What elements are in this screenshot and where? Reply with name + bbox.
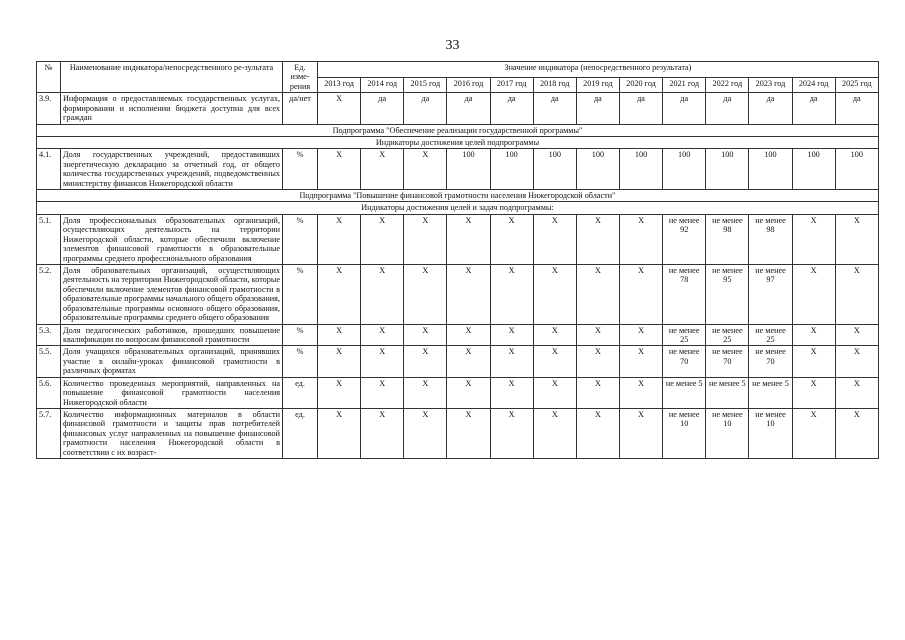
year-value-cell: Х xyxy=(835,214,878,264)
indicator-name: Доля учащихся образовательных организаций, принявших участие в онлайн-уроках финансовой грамотности в различных форматах xyxy=(61,346,283,377)
header-year: 2025 год xyxy=(835,77,878,93)
year-value-cell: не менее 95 xyxy=(706,265,749,325)
year-value-cell: 100 xyxy=(835,149,878,190)
year-value-cell: не менее 25 xyxy=(663,324,706,346)
year-value-cell: Х xyxy=(835,324,878,346)
row-number: 3.9. xyxy=(37,93,61,124)
header-year: 2019 год xyxy=(576,77,619,93)
year-value-cell: Х xyxy=(619,214,662,264)
year-value-cell: Х xyxy=(619,408,662,458)
year-value-cell: не менее 92 xyxy=(663,214,706,264)
year-value-cell: Х xyxy=(447,408,490,458)
table-row xyxy=(37,377,879,408)
year-value-cell: Х xyxy=(318,377,361,408)
year-value-cell: Х xyxy=(792,408,835,458)
year-value-cell: не менее 10 xyxy=(706,408,749,458)
page-number: 33 xyxy=(445,38,460,53)
row-number: 5.3. xyxy=(37,324,61,346)
year-value-cell: Х xyxy=(576,214,619,264)
year-value-cell: Х xyxy=(792,265,835,325)
year-value-cell: Х xyxy=(490,324,533,346)
year-value-cell: Х xyxy=(361,408,404,458)
header-year: 2018 год xyxy=(533,77,576,93)
header-value-group: Значение индикатора (непосредственного результата) xyxy=(318,62,879,78)
year-value-cell: Х xyxy=(792,324,835,346)
year-value-cell: да xyxy=(361,93,404,124)
year-value-cell: Х xyxy=(490,346,533,377)
indicator-unit: да/нет xyxy=(283,93,318,124)
year-value-cell: Х xyxy=(576,265,619,325)
indicator-unit: % xyxy=(283,149,318,190)
year-value-cell: Х xyxy=(619,324,662,346)
table-row xyxy=(37,265,879,325)
year-value-cell: 100 xyxy=(533,149,576,190)
year-value-cell: Х xyxy=(318,93,361,124)
year-value-cell: не менее 10 xyxy=(663,408,706,458)
year-value-cell: не менее 25 xyxy=(749,324,792,346)
year-value-cell: Х xyxy=(318,265,361,325)
header-year: 2017 год xyxy=(490,77,533,93)
year-value-cell: не менее 70 xyxy=(663,346,706,377)
header-indicator-name: Наименование индикатора/непосредственного ре-зультата xyxy=(61,62,283,93)
section-header-row xyxy=(37,136,879,148)
year-value-cell: Х xyxy=(490,377,533,408)
header-number: № xyxy=(37,62,61,93)
year-value-cell: не менее 70 xyxy=(749,346,792,377)
table-body xyxy=(37,93,879,459)
year-value-cell: Х xyxy=(490,265,533,325)
year-value-cell: Х xyxy=(619,265,662,325)
year-value-cell: да xyxy=(533,93,576,124)
indicators-table xyxy=(36,61,879,459)
year-value-cell: Х xyxy=(447,377,490,408)
indicator-unit: ед. xyxy=(283,377,318,408)
header-year: 2022 год xyxy=(706,77,749,93)
year-value-cell: 100 xyxy=(792,149,835,190)
year-value-cell: Х xyxy=(361,265,404,325)
indicator-name: Информация о предоставляемых государственных услугах, формировании и исполнении бюджета доступна для всех граждан xyxy=(61,93,283,124)
year-value-cell: да xyxy=(749,93,792,124)
year-value-cell: не менее 97 xyxy=(749,265,792,325)
year-value-cell: Х xyxy=(533,346,576,377)
indicator-name: Доля педагогических работников, прошедших повышение квалификации по вопросам финансовой грамотности xyxy=(61,324,283,346)
table-header xyxy=(37,62,879,93)
header-year: 2023 год xyxy=(749,77,792,93)
indicator-name: Доля образовательных организаций, осуществляющих деятельность на территории Нижегородской области, которые обеспечили включение элементов финансовой грамотности в образовательные программы начального общего образования, образовательные программы основного общего образования, образовательные программы среднего общего образования xyxy=(61,265,283,325)
header-year: 2020 год xyxy=(619,77,662,93)
section-title: Индикаторы достижения целей подпрограммы xyxy=(37,136,879,148)
header-year: 2013 год xyxy=(318,77,361,93)
year-value-cell: Х xyxy=(792,346,835,377)
section-header-row xyxy=(37,124,879,136)
year-value-cell: 100 xyxy=(576,149,619,190)
year-value-cell: 100 xyxy=(706,149,749,190)
year-value-cell: да xyxy=(835,93,878,124)
indicator-name: Доля профессиональных образовательных организаций, осуществляющих деятельность на территории Нижегородской области, которые обеспечили включение элементов финансовой грамотности в образовательные программы среднего профессионального образования xyxy=(61,214,283,264)
year-value-cell: Х xyxy=(318,214,361,264)
year-value-cell: Х xyxy=(361,149,404,190)
table-row xyxy=(37,408,879,458)
year-value-cell: не менее 5 xyxy=(663,377,706,408)
section-header-row xyxy=(37,202,879,214)
year-value-cell: Х xyxy=(533,265,576,325)
year-value-cell: Х xyxy=(792,214,835,264)
indicator-name: Доля государственных учреждений, предоставивших энергетическую декларацию за отчетный год, от общего количества государственных учреждений, подведомственных министерству финансов Нижегородской области xyxy=(61,149,283,190)
year-value-cell: да xyxy=(706,93,749,124)
header-year: 2014 год xyxy=(361,77,404,93)
year-value-cell: Х xyxy=(447,214,490,264)
year-value-cell: 100 xyxy=(619,149,662,190)
year-value-cell: да xyxy=(447,93,490,124)
year-value-cell: Х xyxy=(404,214,447,264)
year-value-cell: Х xyxy=(447,324,490,346)
year-value-cell: Х xyxy=(318,346,361,377)
year-value-cell: не менее 98 xyxy=(706,214,749,264)
indicator-name: Количество информационных материалов в области финансовой грамотности и защиты прав потребителей финансовых услуг направленных на повышение финансовой грамотности населения Нижегородской области в соответствии с их возраст- xyxy=(61,408,283,458)
indicator-unit: % xyxy=(283,324,318,346)
year-value-cell: да xyxy=(576,93,619,124)
indicator-unit: % xyxy=(283,346,318,377)
year-value-cell: Х xyxy=(490,214,533,264)
header-year: 2015 год xyxy=(404,77,447,93)
year-value-cell: Х xyxy=(619,377,662,408)
year-value-cell: не менее 10 xyxy=(749,408,792,458)
year-value-cell: 100 xyxy=(490,149,533,190)
row-number: 5.5. xyxy=(37,346,61,377)
section-title: Индикаторы достижения целей и задач подпрограммы: xyxy=(37,202,879,214)
year-value-cell: не менее 5 xyxy=(706,377,749,408)
year-value-cell: Х xyxy=(835,265,878,325)
row-number: 4.1. xyxy=(37,149,61,190)
year-value-cell: Х xyxy=(361,377,404,408)
year-value-cell: Х xyxy=(835,408,878,458)
year-value-cell: Х xyxy=(404,408,447,458)
header-year: 2016 год xyxy=(447,77,490,93)
year-value-cell: Х xyxy=(361,346,404,377)
year-value-cell: Х xyxy=(447,346,490,377)
indicator-name: Количество проведенных мероприятий, направленных на повышение финансовой грамотности населения Нижегородской области xyxy=(61,377,283,408)
year-value-cell: не менее 5 xyxy=(749,377,792,408)
year-value-cell: Х xyxy=(361,214,404,264)
year-value-cell: Х xyxy=(576,324,619,346)
year-value-cell: Х xyxy=(835,346,878,377)
year-value-cell: Х xyxy=(404,377,447,408)
year-value-cell: 100 xyxy=(663,149,706,190)
year-value-cell: Х xyxy=(404,149,447,190)
year-value-cell: Х xyxy=(792,377,835,408)
year-value-cell: Х xyxy=(404,346,447,377)
indicator-unit: % xyxy=(283,265,318,325)
year-value-cell: Х xyxy=(533,214,576,264)
year-value-cell: Х xyxy=(447,265,490,325)
year-value-cell: 100 xyxy=(749,149,792,190)
year-value-cell: не менее 98 xyxy=(749,214,792,264)
section-title: Подпрограмма "Повышение финансовой грамотности населения Нижегородской области" xyxy=(37,190,879,202)
section-header-row xyxy=(37,190,879,202)
year-value-cell: Х xyxy=(318,149,361,190)
year-value-cell: не менее 25 xyxy=(706,324,749,346)
year-value-cell: Х xyxy=(533,377,576,408)
year-value-cell: да xyxy=(619,93,662,124)
header-unit: Ед. изме-рения xyxy=(283,62,318,93)
year-value-cell: Х xyxy=(404,324,447,346)
year-value-cell: да xyxy=(404,93,447,124)
year-value-cell: не менее 78 xyxy=(663,265,706,325)
year-value-cell: да xyxy=(663,93,706,124)
year-value-cell: Х xyxy=(576,377,619,408)
header-year: 2024 год xyxy=(792,77,835,93)
year-value-cell: Х xyxy=(490,408,533,458)
section-title: Подпрограмма "Обеспечение реализации государственной программы" xyxy=(37,124,879,136)
table-row xyxy=(37,346,879,377)
year-value-cell: Х xyxy=(361,324,404,346)
indicator-unit: ед. xyxy=(283,408,318,458)
year-value-cell: 100 xyxy=(447,149,490,190)
table-row xyxy=(37,93,879,124)
year-value-cell: Х xyxy=(533,324,576,346)
indicator-unit: % xyxy=(283,214,318,264)
year-value-cell: Х xyxy=(576,346,619,377)
header-year: 2021 год xyxy=(663,77,706,93)
year-value-cell: Х xyxy=(404,265,447,325)
table-row xyxy=(37,149,879,190)
row-number: 5.1. xyxy=(37,214,61,264)
year-value-cell: Х xyxy=(835,377,878,408)
year-value-cell: Х xyxy=(318,324,361,346)
table-row xyxy=(37,324,879,346)
row-number: 5.6. xyxy=(37,377,61,408)
year-value-cell: Х xyxy=(318,408,361,458)
year-value-cell: Х xyxy=(533,408,576,458)
table-row xyxy=(37,214,879,264)
year-value-cell: не менее 70 xyxy=(706,346,749,377)
row-number: 5.7. xyxy=(37,408,61,458)
year-value-cell: Х xyxy=(576,408,619,458)
row-number: 5.2. xyxy=(37,265,61,325)
year-value-cell: да xyxy=(792,93,835,124)
year-value-cell: Х xyxy=(619,346,662,377)
year-value-cell: да xyxy=(490,93,533,124)
